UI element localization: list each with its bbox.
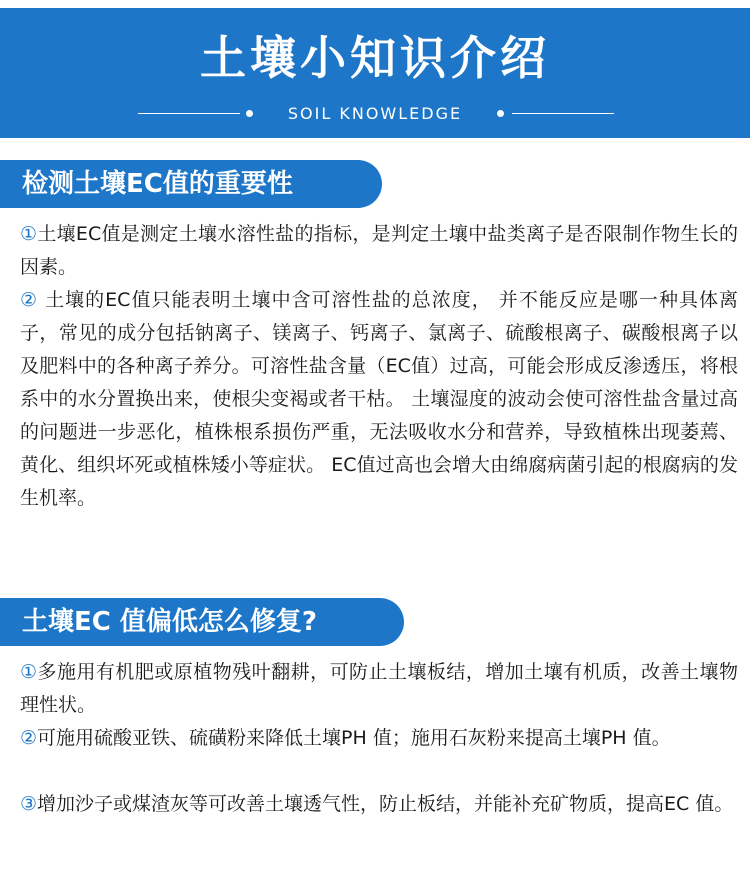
item-marker: ① [20, 223, 38, 245]
item-text: 多施用有机肥或原植物残叶翻耕，可防止土壤板结，增加土壤有机质，改善土壤物理性状。 [20, 661, 738, 716]
paragraph [20, 722, 738, 755]
section-heading-ec-importance: 检测土壤EC值的重要性 [0, 160, 382, 208]
banner-subtitle: SOIL KNOWLEDGE [287, 104, 463, 123]
subtitle-dot-right-icon [497, 110, 504, 117]
subtitle-dot-left-icon [246, 110, 253, 117]
item-text: 土壤的EC值只能表明土壤中含可溶性盐的总浓度， 并不能反应是哪一种具体离子，常见的成分包括钠离子、镁离子、钙离子、氯离子、硫酸根离子、碳酸根离子以及肥料中的各种离子养分。可溶性盐含量（EC值）过高，可能会形成反渗透压，将根系中的水分置换出来，使根尖变褐或者干枯。 土壤湿度的波动会使可溶性盐含量过高的问题进一步恶化，植株根系损伤严重，无法吸收水分和营养，导致植株出现萎蔫、黄化、组织坏死或植株矮小等症状。 EC值过高也会增大由绵腐病菌引起的根腐病的发生机率。 [20, 289, 738, 509]
subtitle-line-left [138, 113, 240, 114]
banner-subtitle-row [0, 102, 750, 126]
banner-title: 土壤小知识介绍 [200, 31, 550, 85]
section-heading-low-ec-repair: 土壤EC 值偏低怎么修复? [0, 598, 404, 646]
item-text: 增加沙子或煤渣灰等可改善土壤透气性，防止板结，并能补充矿物质，提高EC 值。 [37, 793, 734, 815]
paragraph [20, 218, 738, 284]
item-text: 可施用硫酸亚铁、硫磺粉来降低土壤PH 值；施用石灰粉来提高土壤PH 值。 [37, 727, 671, 749]
item-text: 土壤EC值是测定土壤水溶性盐的指标，是判定土壤中盐类离子是否限制作物生长的因素。 [20, 223, 738, 278]
item-marker: ② [20, 727, 38, 749]
paragraph [20, 656, 738, 722]
item-marker: ① [20, 661, 38, 683]
title-banner [0, 8, 750, 138]
paragraph [20, 284, 738, 515]
item-marker: ② [20, 289, 39, 311]
subtitle-line-right [512, 113, 614, 114]
item-marker: ③ [20, 793, 38, 815]
paragraph [20, 788, 738, 821]
